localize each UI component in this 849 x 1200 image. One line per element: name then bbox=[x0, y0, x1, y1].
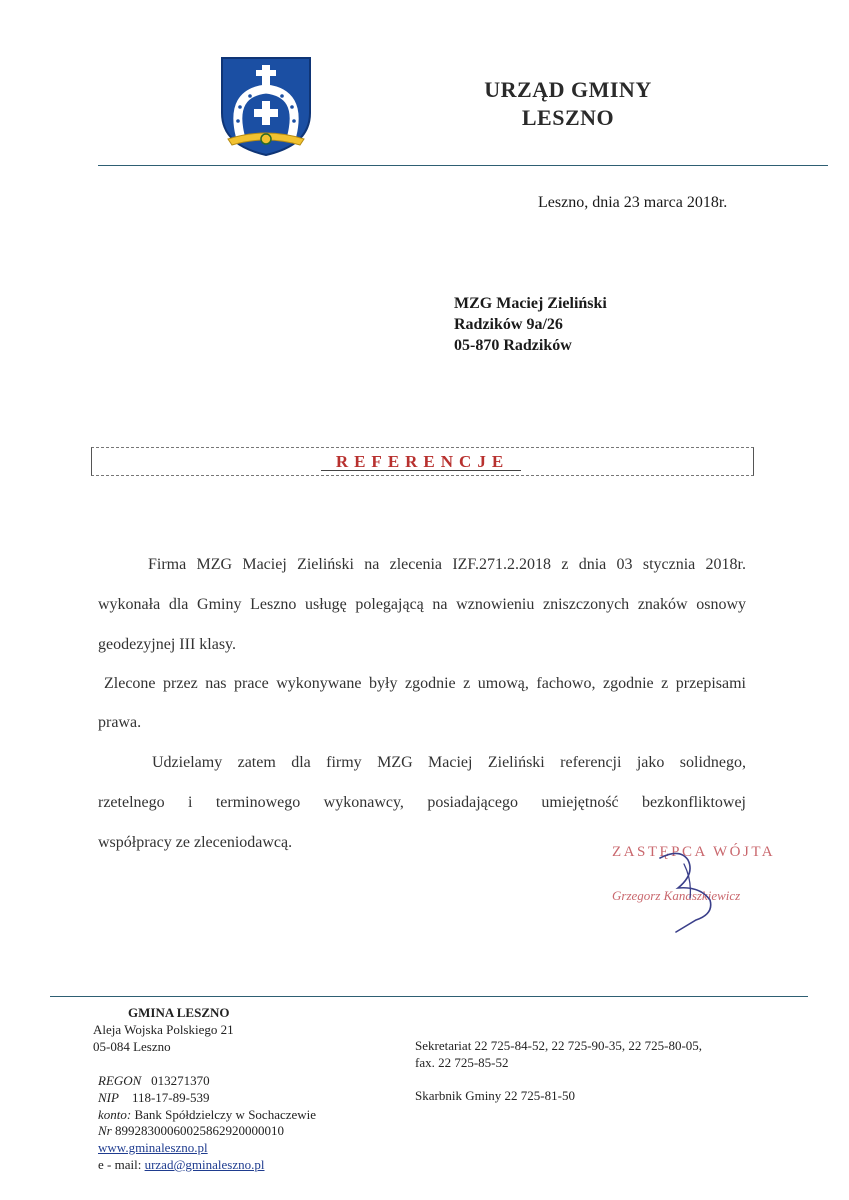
nip-label: NIP bbox=[98, 1090, 119, 1105]
document-title-box bbox=[91, 447, 754, 476]
office-name-line2: LESZNO bbox=[521, 105, 615, 130]
footer-phones-line1: Sekretariat 22 725-84-52, 22 725-90-35, 22 725-80-05, bbox=[415, 1038, 703, 1053]
body-p1-line2: wykonała dla Gminy Leszno usługę polegającą na wznowieniu zniszczonych znaków osnowy bbox=[98, 596, 746, 613]
email-link[interactable]: urzad@gminaleszno.pl bbox=[144, 1157, 265, 1172]
nr-label: Nr bbox=[98, 1123, 112, 1138]
footer-regon bbox=[98, 1072, 210, 1089]
email-label: e - mail: bbox=[98, 1157, 142, 1172]
leszno-coat-of-arms-icon bbox=[218, 55, 314, 158]
footer-treasurer: Skarbnik Gminy 22 725-81-50 bbox=[415, 1088, 575, 1103]
body-p2-line2: prawa. bbox=[98, 714, 142, 731]
regon-value: 013271370 bbox=[151, 1073, 210, 1088]
stamp-name: Grzegorz Kanaszkiewicz bbox=[612, 888, 741, 903]
office-name bbox=[418, 76, 718, 132]
regon-label: REGON bbox=[98, 1073, 142, 1088]
handwritten-signature bbox=[640, 840, 740, 935]
footer-website[interactable] bbox=[98, 1139, 208, 1156]
body-p3-line1: Udzielamy zatem dla firmy MZG Maciej Zieliński referencji jako solidnego, bbox=[152, 754, 746, 771]
body-p1-line3: geodezyjnej III klasy. bbox=[98, 636, 237, 653]
footer-konto bbox=[98, 1106, 316, 1123]
recipient-name: MZG Maciej Zieliński bbox=[454, 295, 607, 312]
body-p2-line1: Zlecone przez nas prace wykonywane były zgodnie z umową, fachowo, zgodnie z przepisami bbox=[104, 675, 746, 692]
website-link[interactable]: www.gminaleszno.pl bbox=[98, 1140, 208, 1155]
footer-account-number bbox=[98, 1122, 284, 1139]
konto-value: Bank Spółdzielczy w Sochaczewie bbox=[134, 1107, 317, 1122]
header-divider bbox=[98, 165, 828, 166]
stamp-title: ZASTĘPCA WÓJTA bbox=[612, 844, 776, 860]
footer-divider bbox=[50, 996, 808, 997]
title-underline bbox=[321, 470, 521, 471]
recipient-city: 05-870 Radzików bbox=[454, 337, 572, 354]
konto-label: konto: bbox=[98, 1107, 132, 1122]
nip-value: 118-17-89-539 bbox=[131, 1090, 210, 1105]
footer-nip bbox=[98, 1089, 209, 1106]
nr-value: 89928300060025862920000010 bbox=[114, 1123, 284, 1138]
date-line: Leszno, dnia 23 marca 2018r. bbox=[538, 194, 728, 211]
office-name-line1: URZĄD GMINY bbox=[484, 77, 652, 102]
footer-org-name: GMINA LESZNO bbox=[128, 1005, 230, 1020]
footer-phones-line2: fax. 22 725-85-52 bbox=[415, 1055, 509, 1070]
document-title: REFERENCJE bbox=[335, 452, 510, 471]
body-p1-line1: Firma MZG Maciej Zieliński na zlecenia IZF.271.2.2018 z dnia 03 stycznia 2018r. bbox=[148, 556, 746, 573]
recipient-address bbox=[454, 293, 607, 356]
footer-email bbox=[98, 1156, 265, 1173]
footer-address-street: Aleja Wojska Polskiego 21 bbox=[93, 1022, 234, 1037]
body-p3-line2: rzetelnego i terminowego wykonawcy, posiadającego umiejętność bezkonfliktowej bbox=[98, 794, 746, 811]
recipient-street: Radzików 9a/26 bbox=[454, 316, 563, 333]
footer-address-city: 05-084 Leszno bbox=[93, 1039, 171, 1054]
body-p3-line3: współpracy ze zleceniodawcą. bbox=[98, 834, 293, 851]
